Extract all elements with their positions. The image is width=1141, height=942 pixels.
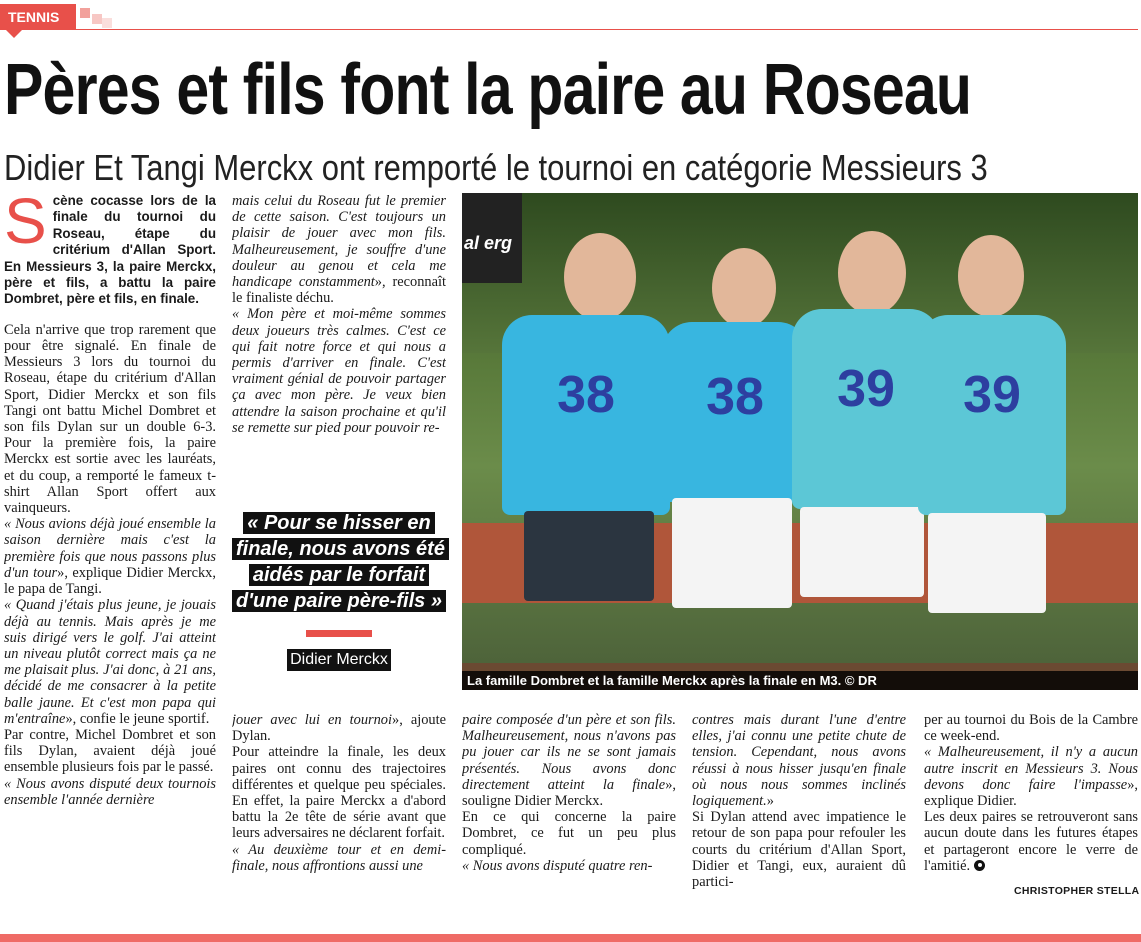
rubric-notch (6, 30, 22, 38)
paragraph: « Nous avons disputé quatre ren- (462, 857, 653, 874)
rubric-label: TENNIS (0, 4, 76, 30)
person-head (838, 231, 906, 315)
author-signature: CHRISTOPHER STELLA (1014, 885, 1140, 897)
paragraph: « Mon père et moi-même sommes deux joueurs très calmes. C'est ce qui fait notre force et qui nous a permis d'arriver en finale. C'est vraiment génial de pouvoir partager ça avec mon père. Je veux bien attendre la saison prochaine et qu'il se remette sur pied pour pouvoir re- (232, 306, 446, 436)
person-shorts (928, 513, 1046, 613)
article-column-4 (692, 712, 906, 902)
person-shirt: 39 (918, 315, 1066, 515)
paragraph: « Nous avions déjà joué ensemble la saison dernière mais c'est la première fois que nous passons plus d'un tour», explique Didier Merckx, le papa de Tangi. (4, 516, 216, 598)
paragraph: mais celui du Roseau fut le premier de cette saison. C'est toujours un plaisir de jouer avec mon fils. Malheureusement, je souffre d'une douleur au genou et cela me handicape constamment», reconnaît le finaliste déchu. (232, 193, 446, 307)
paragraph: per au tournoi du Bois de la Cambre ce week-end. (924, 712, 1138, 745)
person-shirt: 38 (662, 322, 808, 502)
photo-caption: La famille Dombret et la famille Merckx après la finale en M3. © DR (462, 671, 1138, 690)
person-shorts (524, 511, 654, 601)
pull-quote (232, 510, 446, 671)
person-shorts (672, 498, 792, 608)
bottom-rule (0, 934, 1141, 942)
drop-cap: S (4, 193, 47, 257)
person-head (712, 248, 776, 328)
paragraph: « Malheureusement, il n'y a aucun autre inscrit en Messieurs 3. Nous devons donc faire l'impasse», explique Didier. (924, 744, 1138, 810)
paragraph: Cela n'arrive que trop rarement que pour être signalé. En finale de Messieurs 3 lors du tournoi du Roseau, étape du critérium d'Allan Sport, Didier Merckx et son fils Tangi ont battu Michel Dombret et son fils Dylan sur un double 6-3. Pour la première fois, la paire Merckx est sortie avec les lauréats, et du coup, a remporté le fameux t-shirt Allan Sport offert aux vainqueurs. (4, 321, 216, 517)
paragraph: « Au deuxième tour et en demi-finale, nous affrontions aussi une (232, 841, 446, 874)
paragraph: Pour atteindre la finale, les deux paires ont connu des trajectoires différentes et quelque peu spéciales. En effet, la paire Merckx a d'abord battu la 2e tête de série avant que leurs adversaires ne déclarent forfait. (232, 744, 446, 842)
headline: Pères et fils font la paire au Roseau (4, 50, 972, 130)
lead-paragraph (4, 193, 216, 308)
pull-quote-author: Didier Merckx (287, 649, 391, 671)
person-head (564, 233, 636, 321)
paragraph: Par contre, Michel Dombret et son fils Dylan, avaient déjà joué ensemble plusieurs fois par le passé. (4, 726, 216, 776)
article-column-2-top (232, 193, 446, 489)
person-shirt: 38 (502, 315, 670, 515)
article-column-3 (462, 712, 676, 902)
section-rubric (0, 4, 115, 30)
paragraph: paire composée d'un père et son fils. Malheureusement, nous n'avons pas pu jouer car ils ne se sont jamais présentés. Nous avons donc directement atteint la finale», souligne Didier Merckx. (462, 712, 676, 810)
photo-sign: al erg (462, 193, 522, 283)
person-shirt: 39 (792, 309, 940, 509)
paragraph: « Quand j'étais plus jeune, je jouais déjà au tennis. Mais après je me suis dirigé vers le golf. J'ai atteint un niveau plutôt correct mais ça ne me plaisait plus. J'ai donc, à 21 ans, décidé de me consacrer à la petite balle jaune. Et c'est mon papa qui m'entraîne», confie le jeune sportif. (4, 597, 216, 727)
pull-quote-bar (306, 630, 372, 637)
paragraph: En ce qui concerne la paire Dombret, ce fut un peu plus compliqué. (462, 809, 676, 858)
article-column-2-bottom (232, 712, 446, 902)
rubric-square (102, 18, 112, 28)
rubric-square (92, 14, 102, 24)
paragraph: « Nous avons disputé deux tournois ensemble l'année dernière (4, 775, 216, 808)
paragraph: jouer avec lui en tournoi», ajoute Dylan. (232, 712, 446, 745)
rubric-rule (0, 29, 1138, 30)
paragraph: Si Dylan attend avec impatience le retour de son papa pour refouler les courts du critérium d'Allan Sport, Didier et Tangi, eux, auraient dû partici- (692, 809, 906, 891)
paragraph: contres mais durant l'une d'entre elles, j'ai connu une petite chute de tension. Cependant, nous avons réussi à nous hisser jusqu'en finale où nous nous sommes inclinés logiquement.» (692, 712, 906, 810)
person-shorts (800, 507, 924, 597)
person-head (958, 235, 1024, 317)
paragraph: Les deux paires se retrouveront sans aucun doute dans les futures étapes et partageront encore le verre de l'amitié. (924, 809, 1138, 874)
pull-quote-text: « Pour se hisser en finale, nous avons été aidés par le forfait d'une paire père-fils » (232, 510, 446, 614)
rubric-square (80, 8, 90, 18)
subheadline: Didier Et Tangi Merckx ont remporté le tournoi en catégorie Messieurs 3 (4, 147, 988, 188)
article-column-5 (924, 712, 1138, 884)
lead-text: cène cocasse lors de la finale du tournoi du Roseau, étape du critérium d'Allan Sport. En Messieurs 3, la paire Merckx, père et fils, a battu la paire Dombret, père et fils, en finale. (4, 193, 216, 307)
article-photo (462, 193, 1138, 690)
article-column-1 (4, 193, 216, 901)
end-of-article-icon (974, 860, 985, 871)
